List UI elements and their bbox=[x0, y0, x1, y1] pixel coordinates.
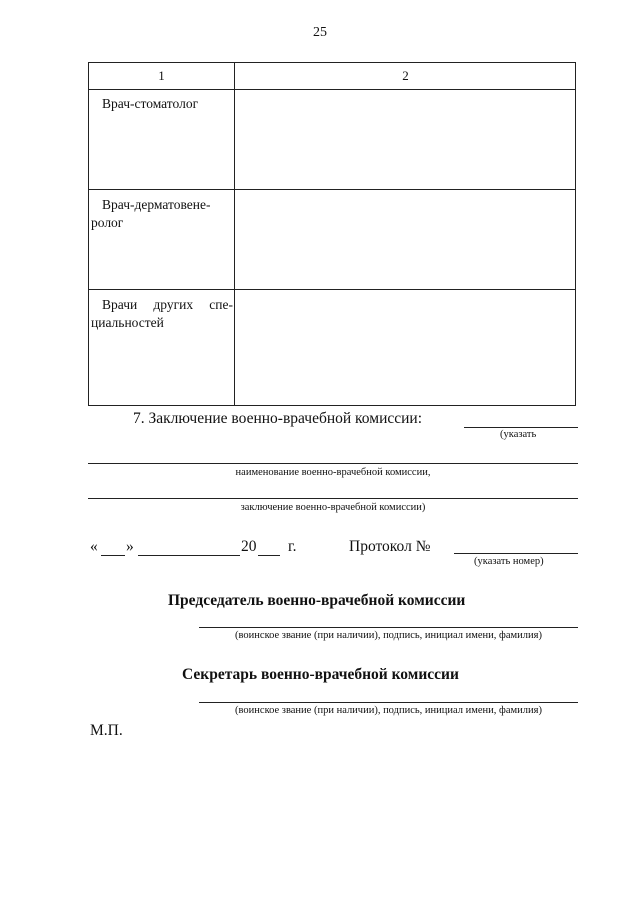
chairman-title: Председатель военно-врачебной комиссии bbox=[168, 592, 466, 609]
table-cell-dentist-result[interactable] bbox=[235, 90, 576, 189]
date-quote-open: « bbox=[90, 538, 98, 555]
protocol-hint: (указать номер) bbox=[474, 556, 544, 567]
chairman-signature-hint: (воинское звание (при наличии), подпись, инициал имени, фамилия) bbox=[235, 630, 542, 641]
chairman-signature-line[interactable] bbox=[199, 627, 578, 628]
table-row-label-dentist bbox=[102, 95, 232, 113]
section-7-hint-commission-name: наименование военно-врачебной комиссии, bbox=[235, 467, 431, 478]
section-7-fill-line-1[interactable] bbox=[464, 427, 578, 428]
section-7-title: 7. Заключение военно-врачебной комиссии: bbox=[133, 410, 423, 427]
date-day-line[interactable] bbox=[101, 555, 125, 556]
date-year-suffix: г. bbox=[288, 538, 297, 555]
table-row-label-dermatologist bbox=[91, 196, 231, 232]
row-label-line: Врачи других спе- bbox=[102, 297, 233, 312]
table-cell-dermatologist-result[interactable] bbox=[235, 190, 576, 289]
section-7-fill-line-2[interactable] bbox=[88, 463, 578, 464]
table-row-label-other-specialists bbox=[91, 296, 233, 332]
row-label-line: циальностей bbox=[91, 315, 164, 330]
date-year-line[interactable] bbox=[258, 555, 280, 556]
secretary-signature-line[interactable] bbox=[199, 702, 578, 703]
table-header-col-1: 1 bbox=[158, 68, 165, 83]
row-label-line: Врач-дерматовене- bbox=[102, 197, 211, 212]
section-7-hint-conclusion: заключение военно-врачебной комиссии) bbox=[240, 502, 426, 513]
stamp-place-label: М.П. bbox=[90, 722, 123, 739]
protocol-label: Протокол № bbox=[349, 538, 431, 555]
section-7-fill-line-3[interactable] bbox=[88, 498, 578, 499]
secretary-title: Секретарь военно-врачебной комиссии bbox=[182, 666, 459, 683]
row-label-line: ролог bbox=[91, 215, 124, 230]
examination-table bbox=[88, 62, 576, 406]
date-month-line[interactable] bbox=[138, 555, 240, 556]
table-cell-other-specialists-result[interactable] bbox=[235, 290, 576, 406]
row-label-line: Врач-стоматолог bbox=[102, 96, 199, 111]
page-number: 25 bbox=[313, 25, 327, 40]
secretary-signature-hint: (воинское звание (при наличии), подпись, инициал имени, фамилия) bbox=[235, 705, 542, 716]
date-quote-close: » bbox=[126, 538, 134, 555]
table-header-col-2: 2 bbox=[402, 68, 409, 83]
protocol-number-line[interactable] bbox=[454, 553, 578, 554]
section-7-hint-specify: (указать bbox=[500, 429, 537, 440]
date-year-prefix: 20 bbox=[241, 538, 257, 555]
